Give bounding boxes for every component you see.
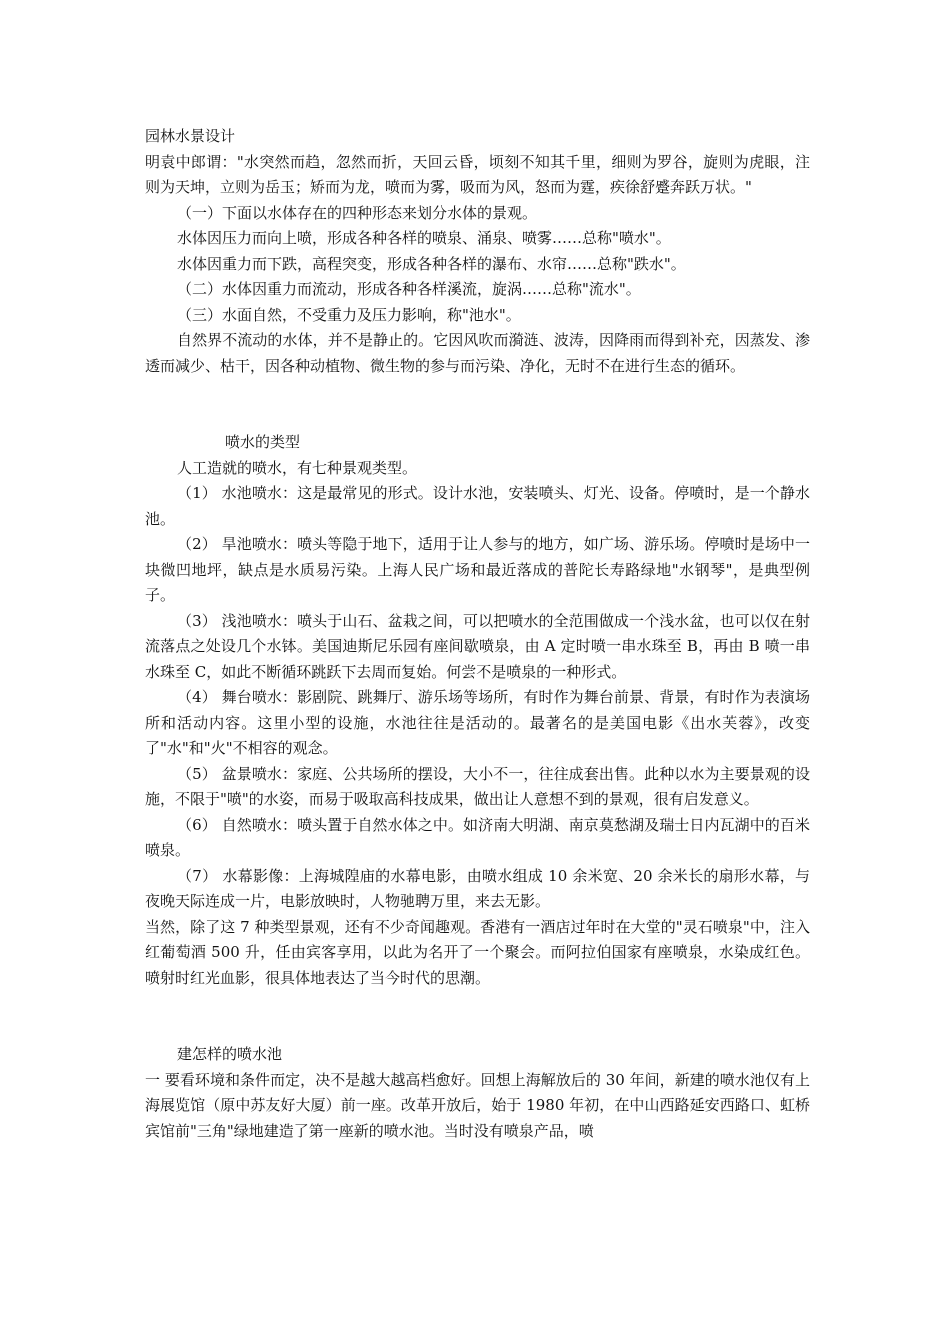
fountain-type-paragraph: （4） 舞台喷水：影剧院、跳舞厅、游乐场等场所，有时作为舞台前景、背景，有时作为表演场所和活动内容。这里小型的设施，水池往往是活动的。最著名的是美国电影《出水芙蓉》，改变了"水"和"火"不相容的观念。	[145, 688, 810, 757]
section1-paragraph: 自然界不流动的水体，并不是静止的。它因风吹而漪涟、波涛，因降雨而得到补充，因蒸发、渗透而减少、枯干，因各种动植物、微生物的参与而污染、净化，无时不在进行生态的循环。	[145, 331, 810, 375]
document-title: 园林水景设计	[145, 127, 236, 145]
quote-paragraph: 明袁中郎谓："水突然而趋，忽然而折，天回云昏，顷刻不知其千里，细则为罗谷，旋则为虎眼，注则为天坤，立则为岳玉；矫而为龙，喷而为雾，吸而为风，怒而为霆，疾徐舒蹙奔跃万状。"	[145, 152, 810, 196]
conclusion-paragraph: 当然，除了这 7 种类型景观，还有不少奇闻趣观。香港有一酒店过年时在大堂的"灵石喷泉"中，注入红葡萄酒 500 升，任由宾客享用，以此为名开了一个聚会。而阿拉伯国家有座喷泉，水染成红色。喷射时红光血影，很具体地表达了当今时代的思潮。	[145, 917, 810, 987]
document-body	[145, 124, 810, 1144]
fountain-type-paragraph: （6） 自然喷水：喷头置于自然水体之中。如济南大明湖、南京莫愁湖及瑞士日内瓦湖中的百米喷泉。	[145, 815, 810, 859]
fountain-type-paragraph: （5） 盆景喷水：家庭、公共场所的摆设，大小不一，往往成套出售。此种以水为主要景观的设施，不限于"喷"的水姿，而易于吸取高科技成果，做出让人意想不到的景观，很有启发意义。	[145, 764, 810, 808]
section1-paragraph: 水体因压力而向上喷，形成各种各样的喷泉、涌泉、喷雾……总称"喷水"。	[177, 229, 671, 247]
fountain-type-paragraph: （3） 浅池喷水：喷头于山石、盆栽之间，可以把喷水的全范围做成一个浅水盆，也可以仅在射流落点之处设几个水钵。美国迪斯尼乐园有座间歇喷泉，由 A 定时喷一串水珠至 B，再由 B 喷一串水珠至 C，如此不断循环跳跃下去周而复始。何尝不是喷泉的一种形式。	[145, 611, 810, 681]
fountain-type-paragraph: （1） 水池喷水：这是最常见的形式。设计水池，安装喷头、灯光、设备。停喷时，是一个静水池。	[145, 484, 810, 528]
section3-paragraph: 一 要看环境和条件而定，决不是越大越高档愈好。回想上海解放后的 30 年间，新建的喷水池仅有上海展览馆（原中苏友好大厦）前一座。改革开放后，始于 1980 年初，在中山西路延安西路口、虹桥宾馆前"三角"绿地建造了第一座新的喷水池。当时没有喷泉产品，喷	[145, 1070, 810, 1140]
section1-paragraph: （一）下面以水体存在的四种形态来划分水体的景观。	[177, 203, 538, 222]
section1-paragraph: 水体因重力而下跌，高程突变，形成各种各样的瀑布、水帘……总称"跌水"。	[177, 254, 686, 273]
section-heading: 喷水的类型	[225, 433, 301, 451]
section-heading: 建怎样的喷水池	[177, 1045, 283, 1063]
fountain-type-paragraph: （7） 水幕影像：上海城隍庙的水幕电影，由喷水组成 10 余米宽、20 余米长的扇形水幕，与夜晚天际连成一片，电影放映时，人物驰聘万里，来去无影。	[145, 866, 810, 910]
section1-paragraph: （三）水面自然，不受重力及压力影响，称"池水"。	[177, 305, 521, 324]
fountain-type-paragraph: （2） 旱池喷水：喷头等隐于地下，适用于让人参与的地方，如广场、游乐场。停喷时是场中一块微凹地坪，缺点是水质易污染。上海人民广场和最近落成的普陀长寿路绿地"水钢琴"，是典型例子。	[145, 535, 810, 604]
section2-intro: 人工造就的喷水，有七种景观类型。	[177, 458, 418, 477]
section1-paragraph: （二）水体因重力而流动，形成各种各样溪流，旋涡……总称"流水"。	[177, 280, 641, 298]
